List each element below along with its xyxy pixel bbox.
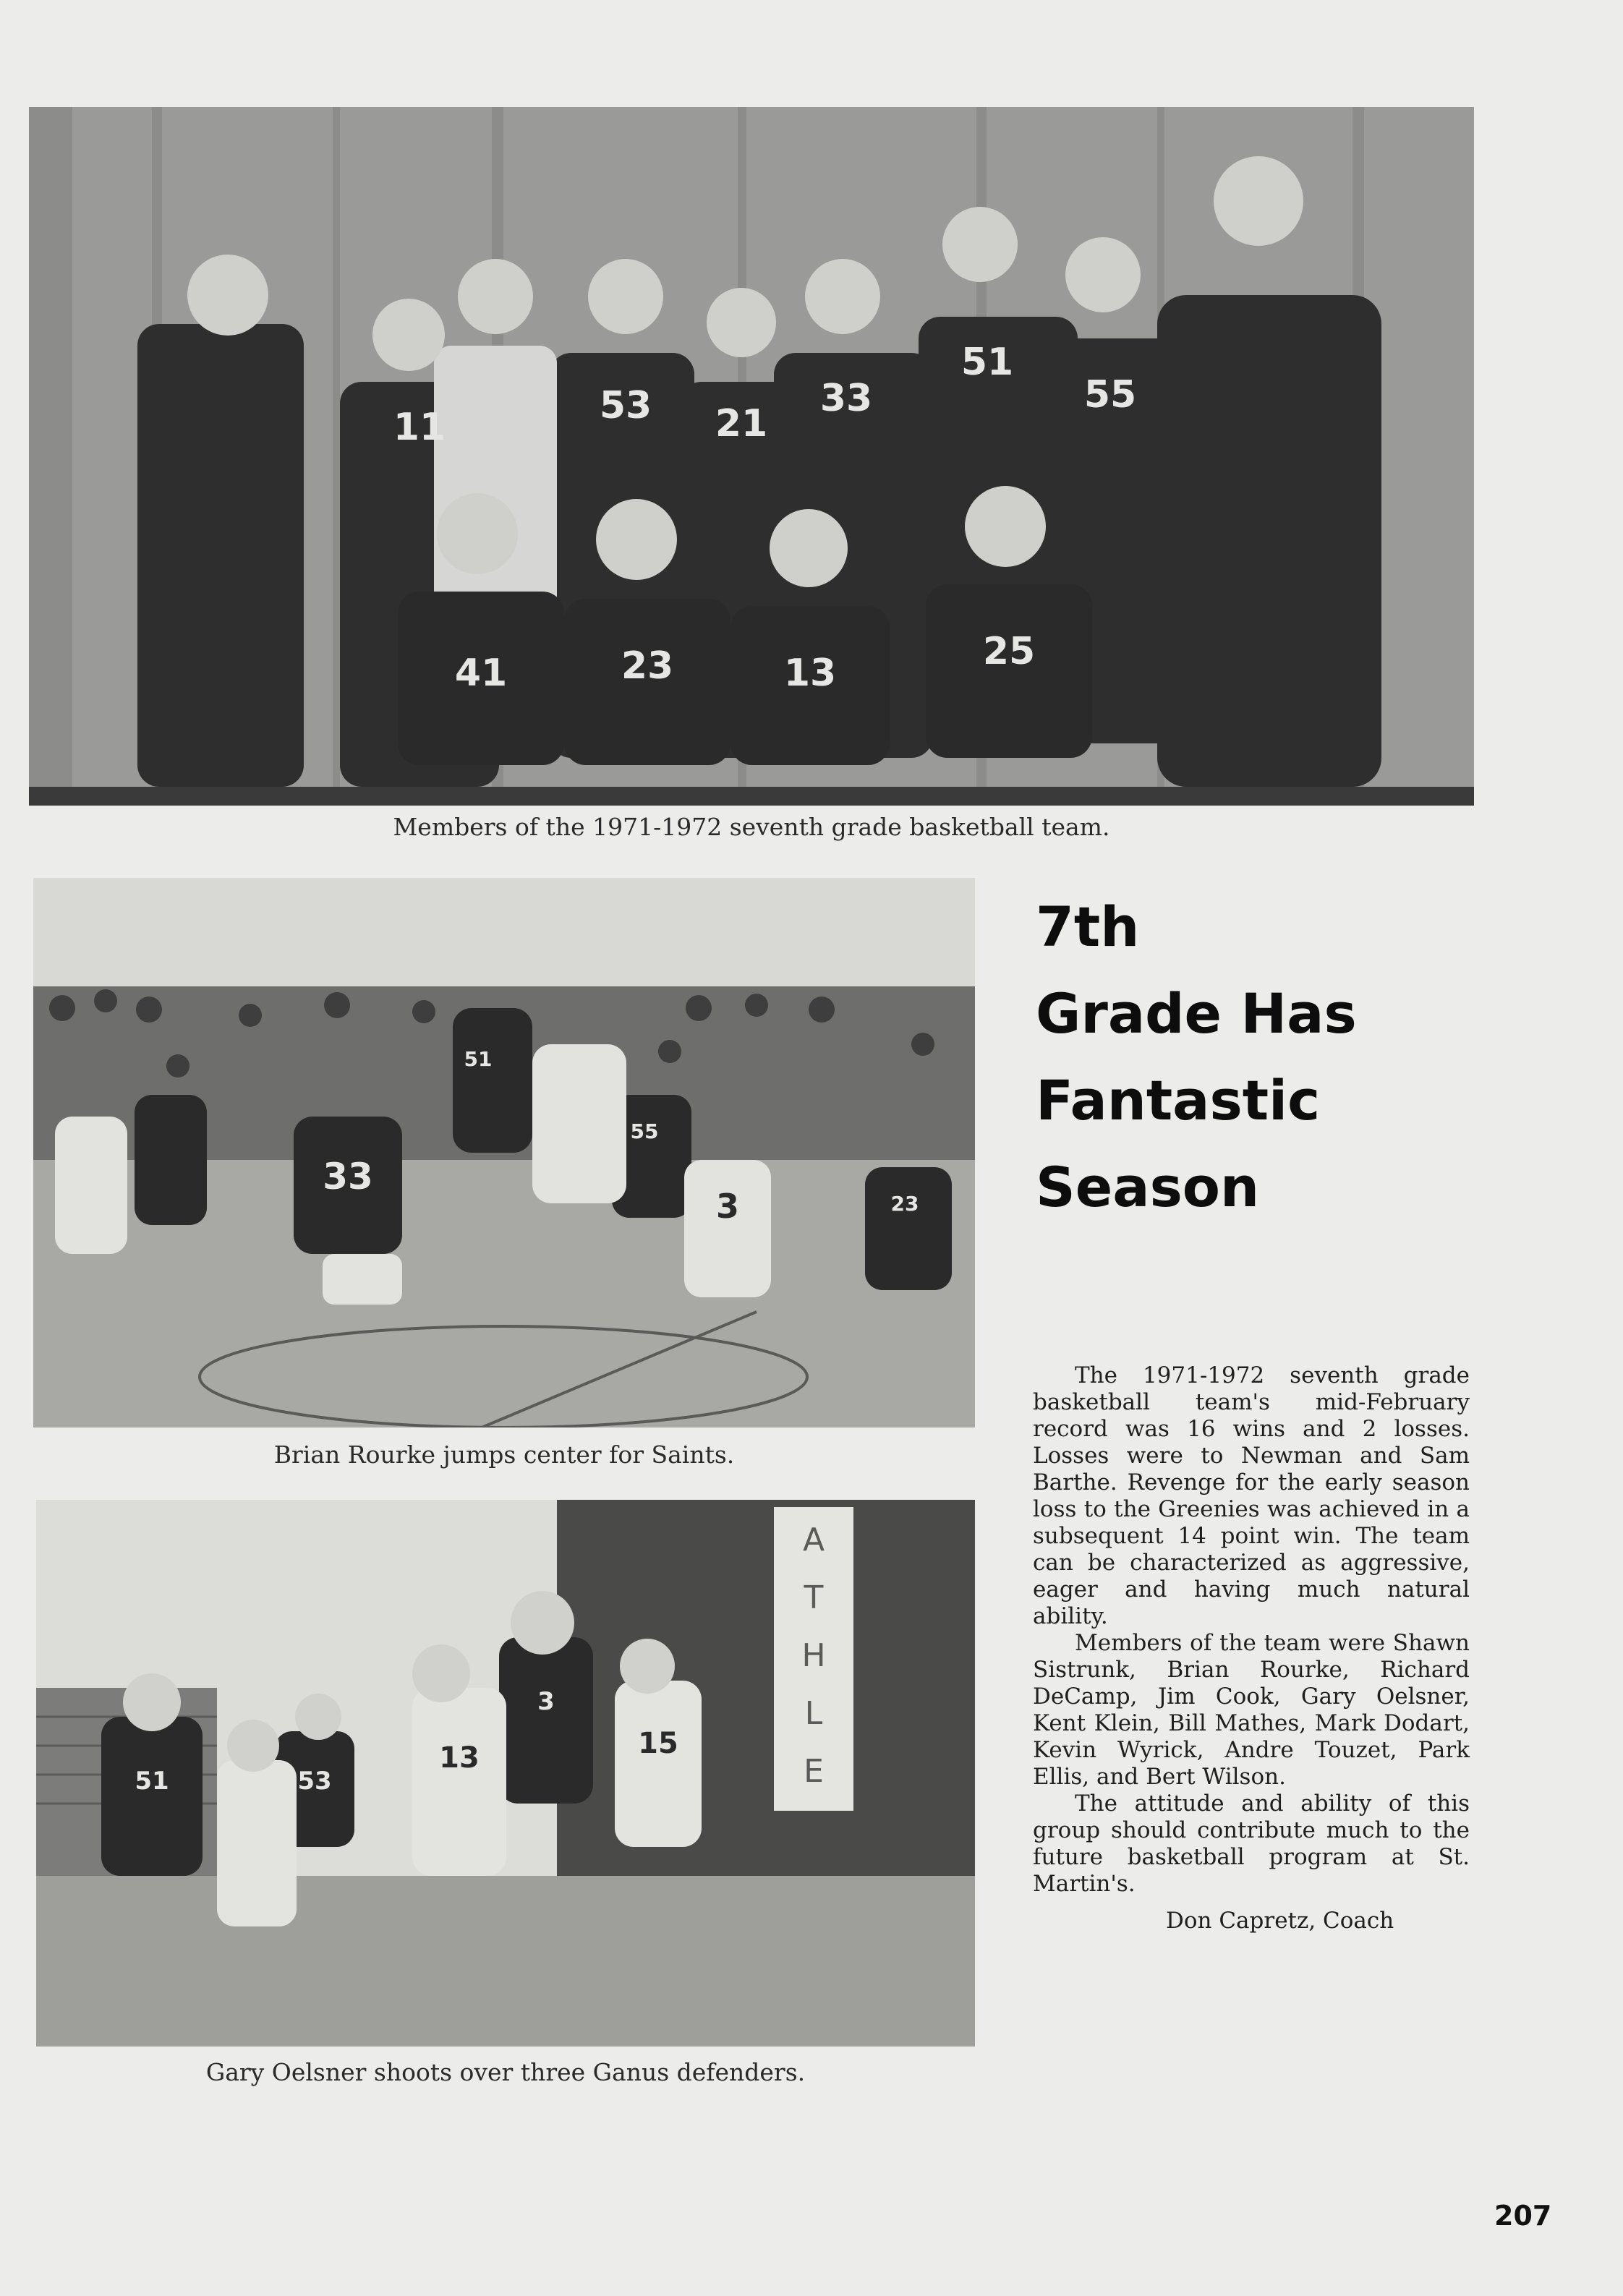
- jersey-number: 23: [621, 644, 674, 688]
- jersey-number: 53: [297, 1767, 332, 1796]
- banner-letter: A: [802, 1522, 825, 1558]
- jersey-number: 51: [960, 341, 1014, 384]
- article-body: [1033, 1362, 1470, 1898]
- shot-photo-image: [36, 1500, 975, 2047]
- team-photo-caption: Members of the 1971-1972 seventh grade basketball team.: [393, 813, 1110, 841]
- team-photo: [29, 107, 1474, 806]
- article-paragraph: The attitude and ability of this group should contribute much to the future basketball program at St. Martin's.: [1033, 1791, 1470, 1897]
- jersey-number: 33: [323, 1156, 373, 1198]
- jersey-number: 23: [890, 1192, 919, 1216]
- jersey-number: 53: [599, 384, 652, 427]
- banner-letter: E: [804, 1753, 824, 1790]
- headline-line: 7th: [1036, 895, 1140, 959]
- jersey-number: 41: [454, 652, 508, 695]
- jersey-number: 55: [630, 1119, 659, 1143]
- jump-ball-caption: Brian Rourke jumps center for Saints.: [273, 1441, 735, 1469]
- jersey-number: 21: [715, 402, 768, 445]
- page-number: 207: [1494, 2200, 1552, 2232]
- banner-letter: H: [801, 1637, 826, 1674]
- shot-photo: [36, 1500, 975, 2047]
- jersey-number: 33: [819, 377, 873, 420]
- headline-line: Season: [1036, 1155, 1260, 1219]
- jersey-number: 51: [464, 1047, 493, 1071]
- headline: [1036, 884, 1585, 1231]
- jersey-number: 11: [393, 406, 446, 449]
- jersey-number: 13: [783, 652, 837, 695]
- jump-ball-photo-image: [33, 878, 975, 1427]
- shot-photo-caption: Gary Oelsner shoots over three Ganus defenders.: [205, 2058, 806, 2086]
- article-paragraph: The 1971-1972 seventh grade basketball team's mid-February record was 16 wins and 2 losses. Losses were to Newman and Sam Barthe. Revenge for the early season loss to the Greenies was achieved in a subsequent 14 point win. The team can be characterized as aggressive, eager and having much natural ability.: [1033, 1362, 1470, 1629]
- jersey-number: 55: [1083, 373, 1137, 417]
- article-paragraph: Members of the team were Shawn Sistrunk, Brian Rourke, Richard DeCamp, Jim Cook, Gary Oelsner, Kent Klein, Bill Mathes, Mark Dodart, Kevin Wyrick, Andre Touzet, Park Ellis, and Bert Wilson.: [1033, 1630, 1470, 1790]
- jersey-number: 15: [638, 1727, 678, 1760]
- banner-letter: T: [804, 1579, 824, 1616]
- jump-ball-photo: [33, 878, 975, 1427]
- jersey-number: 3: [715, 1187, 740, 1226]
- team-photo-image: [29, 107, 1474, 806]
- jersey-number: 13: [439, 1741, 480, 1775]
- article-signature: Don Capretz, Coach: [1166, 1908, 1394, 1934]
- jersey-number: 51: [135, 1767, 169, 1796]
- headline-line: Grade Has: [1036, 981, 1357, 1046]
- headline-line: Fantastic: [1036, 1068, 1321, 1132]
- banner-letter: L: [804, 1695, 823, 1732]
- jersey-number: 3: [537, 1687, 555, 1716]
- jersey-number: 25: [982, 630, 1036, 673]
